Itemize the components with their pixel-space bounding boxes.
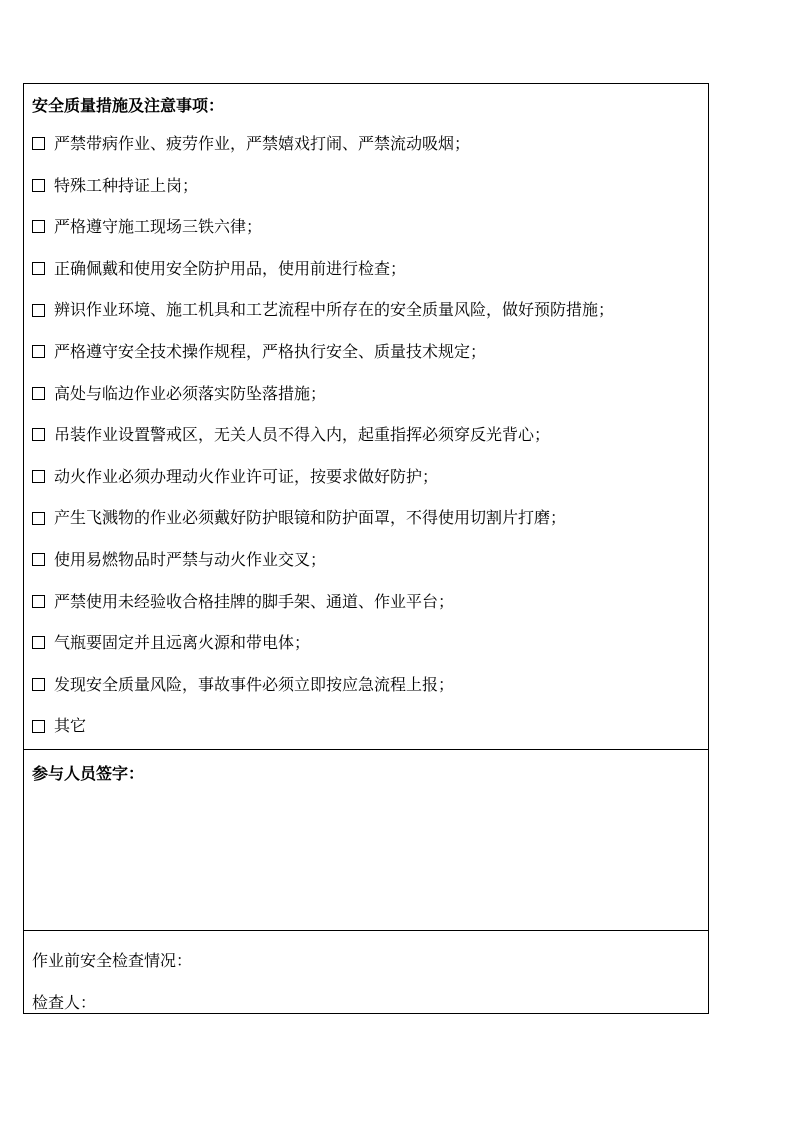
measure-item-label: 严禁带病作业、疲劳作业，严禁嬉戏打闹、严禁流动吸烟； <box>54 134 471 153</box>
measure-item-label: 发现安全质量风险，事故事件必须立即按应急流程上报； <box>54 674 455 694</box>
participant-signatures-heading: 参与人员签字： <box>32 764 145 783</box>
checkbox[interactable] <box>32 262 45 275</box>
checkbox[interactable] <box>32 512 45 525</box>
measure-item-label: 气瓶要固定并且远离火源和带电体； <box>54 633 311 653</box>
measure-item[interactable] <box>32 123 708 165</box>
measure-item-label: 正确佩戴和使用安全防护用品，使用前进行检查； <box>54 258 407 278</box>
measure-item[interactable] <box>32 456 708 498</box>
measure-item[interactable] <box>32 289 708 331</box>
measure-item-label: 严禁使用未经验收合格挂牌的脚手架、通道、作业平台； <box>54 591 455 611</box>
participant-signatures-section[interactable] <box>24 750 708 931</box>
checkbox[interactable] <box>32 428 45 441</box>
checkbox[interactable] <box>32 387 45 400</box>
measure-item-label: 动火作业必须办理动火作业许可证，按要求做好防护； <box>54 466 439 486</box>
measure-item-label: 辨识作业环境、施工机具和工艺流程中所存在的安全质量风险，做好预防措施； <box>54 300 615 320</box>
safety-measures-section <box>24 84 708 750</box>
measure-item-label: 严格遵守施工现场三铁六律； <box>54 217 263 237</box>
measure-item-label: 产生飞溅物的作业必须戴好防护眼镜和防护面罩，不得使用切割片打磨； <box>54 508 567 528</box>
checkbox[interactable] <box>32 220 45 233</box>
measure-item-label: 其它 <box>54 716 87 736</box>
measure-item[interactable] <box>32 414 708 456</box>
measure-item-label: 高处与临边作业必须落实防坠落措施； <box>54 383 327 403</box>
measure-item[interactable] <box>32 705 708 747</box>
measure-item[interactable] <box>32 165 708 207</box>
measure-item-label: 严格遵守安全技术操作规程，严格执行安全、质量技术规定； <box>54 341 487 361</box>
measure-item[interactable] <box>32 497 708 539</box>
checkbox[interactable] <box>32 345 45 358</box>
measure-item[interactable] <box>32 331 708 373</box>
checkbox[interactable] <box>32 137 45 150</box>
measure-item[interactable] <box>32 373 708 415</box>
measure-item-label: 吊装作业设置警戒区，无关人员不得入内，起重指挥必须穿反光背心； <box>54 425 551 445</box>
checkbox[interactable] <box>32 720 45 733</box>
checkbox[interactable] <box>32 470 45 483</box>
measure-item[interactable] <box>32 622 708 664</box>
checkbox[interactable] <box>32 304 45 317</box>
measure-item[interactable] <box>32 581 708 623</box>
checkbox[interactable] <box>32 595 45 608</box>
safety-form-table <box>23 83 709 1014</box>
safety-measures-list <box>32 123 708 747</box>
checkbox[interactable] <box>32 636 45 649</box>
measure-item-label: 特殊工种持证上岗； <box>54 175 199 195</box>
measure-item[interactable] <box>32 664 708 706</box>
safety-measures-heading: 安全质量措施及注意事项： <box>32 96 225 115</box>
checkbox[interactable] <box>32 179 45 192</box>
measure-item[interactable] <box>32 539 708 581</box>
inspection-status-label: 作业前安全检查情况： <box>32 951 193 970</box>
inspector-label: 检查人： <box>32 992 97 1012</box>
measure-item[interactable] <box>32 248 708 290</box>
measure-item-label: 使用易燃物品时严禁与动火作业交叉； <box>54 549 327 569</box>
pre-work-inspection-section <box>24 931 708 1013</box>
checkbox[interactable] <box>32 553 45 566</box>
checkbox[interactable] <box>32 678 45 691</box>
measure-item[interactable] <box>32 206 708 248</box>
